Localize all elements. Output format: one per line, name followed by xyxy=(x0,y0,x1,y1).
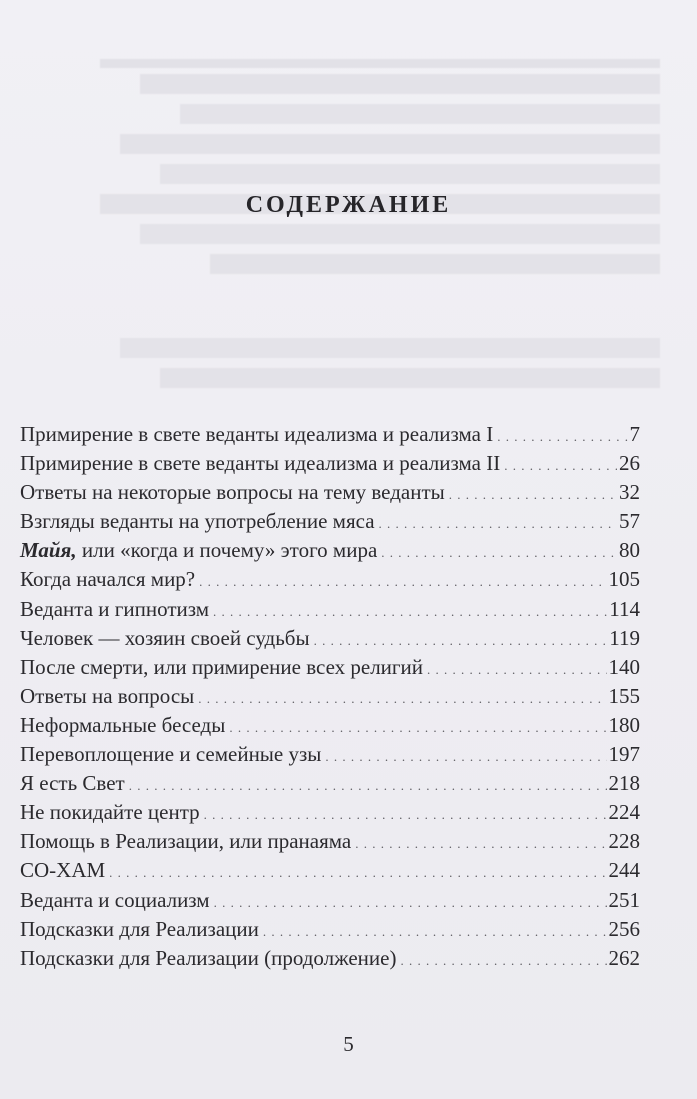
toc-entry xyxy=(20,856,640,885)
toc-entry-page: 105 xyxy=(608,567,640,592)
toc-entry xyxy=(20,798,640,827)
toc-entry-page: 7 xyxy=(629,422,640,446)
toc-entry-title: После смерти, или примирение всех религий xyxy=(20,654,423,679)
toc-entry xyxy=(20,653,640,682)
toc-leader-dots xyxy=(109,858,606,887)
page-title: СОДЕРЖАНИЕ xyxy=(245,192,452,219)
toc-entry-title: Взгляды веданты на употребление мяса xyxy=(20,509,375,534)
toc-leader-dots xyxy=(199,567,606,596)
toc-leader-dots xyxy=(449,480,617,509)
toc-entry-title: Ответы на некоторые вопросы на тему веданты xyxy=(20,480,445,505)
toc-entry-title: Когда начался мир? xyxy=(20,567,196,592)
toc-entry-title: Примирение в свете веданты идеализма и реализма II xyxy=(20,451,501,476)
toc-leader-dots xyxy=(381,538,617,567)
toc-leader-dots xyxy=(198,684,606,713)
toc-leader-dots xyxy=(497,422,627,451)
toc-entry-title: СО-ХАМ xyxy=(20,858,106,883)
toc-entry-title-rest: или «когда и почему» этого мира xyxy=(76,538,378,563)
toc-entry-page: 180 xyxy=(608,712,640,737)
toc-entry-page: 251 xyxy=(608,887,640,912)
toc-leader-dots xyxy=(129,771,607,800)
toc-entry-page: 244 xyxy=(608,858,640,883)
toc-leader-dots xyxy=(355,829,606,858)
toc-entry-page: 26 xyxy=(619,451,640,476)
toc-entry xyxy=(20,420,640,449)
toc-entry-page: 228 xyxy=(608,829,640,854)
toc-leader-dots xyxy=(325,742,606,771)
toc-entry-page: 57 xyxy=(619,509,640,534)
toc-entry xyxy=(20,478,640,507)
toc-entry-title: Подсказки для Реализации (продолжение) xyxy=(20,945,397,970)
toc-entry xyxy=(20,682,640,711)
toc-entry-title: Ответы на вопросы xyxy=(20,683,195,708)
page-number: 5 xyxy=(343,1032,354,1056)
toc-entry-page: 224 xyxy=(608,800,640,825)
toc-entry-page: 119 xyxy=(609,625,640,650)
toc-leader-dots xyxy=(427,655,607,684)
toc-leader-dots xyxy=(263,917,607,946)
toc-leader-dots xyxy=(379,509,617,538)
toc-entry-page: 262 xyxy=(608,945,640,970)
bleed-through-text-lower xyxy=(60,330,660,410)
toc-leader-dots xyxy=(314,626,608,655)
toc-entry-page: 114 xyxy=(609,596,640,621)
toc-entry-page: 32 xyxy=(619,480,640,505)
toc-entry-title: Подсказки для Реализации xyxy=(20,916,259,941)
toc-entry xyxy=(20,915,640,944)
toc-entry-title-italic: Майя, xyxy=(20,538,77,563)
toc-entry xyxy=(20,595,640,624)
toc-entry xyxy=(20,886,640,915)
toc-entry-title: Веданта и социализм xyxy=(20,887,210,912)
toc-entry-page: 155 xyxy=(608,683,640,708)
toc-entry-title: Веданта и гипнотизм xyxy=(20,596,210,621)
toc-entry-title: Перевоплощение и семейные узы xyxy=(20,742,322,767)
toc-entry xyxy=(20,769,640,798)
toc-entry xyxy=(20,565,640,594)
toc-entry-page: 256 xyxy=(608,916,640,941)
toc-entry xyxy=(20,711,640,740)
toc-leader-dots xyxy=(229,713,606,742)
toc-entry xyxy=(20,536,640,565)
toc-entry-title: Примирение в свете веданты идеализма и реализма I xyxy=(20,422,494,446)
toc-entry-title: Я есть Свет xyxy=(20,771,125,796)
toc-entry-title: Не покидайте центр xyxy=(20,800,200,825)
bleed-through-text xyxy=(60,30,660,300)
toc-entry-page: 197 xyxy=(608,742,640,767)
toc-entry xyxy=(20,740,640,769)
toc-leader-dots xyxy=(213,597,607,626)
toc-entry xyxy=(20,507,640,536)
toc-entry xyxy=(20,827,640,856)
toc-entry-page: 140 xyxy=(608,654,640,679)
toc-entry-page: 80 xyxy=(619,538,640,563)
toc-entry-title: Неформальные беседы xyxy=(20,712,226,737)
toc-entry xyxy=(20,944,640,973)
toc-leader-dots xyxy=(400,946,606,975)
toc-leader-dots xyxy=(214,888,607,917)
toc-leader-dots xyxy=(204,800,607,829)
toc-leader-dots xyxy=(504,451,617,480)
toc-entry-title: Человек — хозяин своей судьбы xyxy=(20,625,310,650)
toc-entry-title: Помощь в Реализации, или пранаяма xyxy=(20,829,352,854)
toc-entry xyxy=(20,624,640,653)
toc-entry xyxy=(20,449,640,478)
toc-entry-title xyxy=(20,536,377,565)
toc-entry-page: 218 xyxy=(608,771,640,796)
table-of-contents xyxy=(20,420,640,973)
